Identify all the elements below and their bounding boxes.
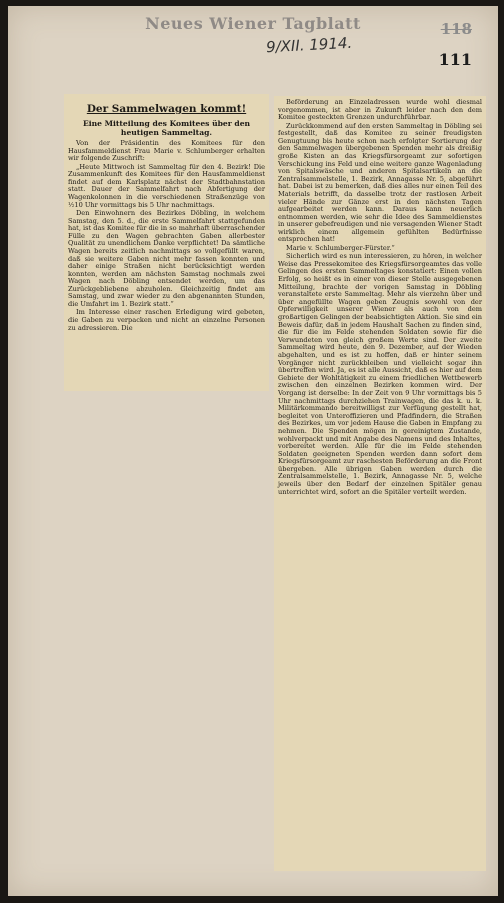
paragraph: „Heute Mittwoch ist Sammeltag für den 4. Bezirk! Die Zusammenkunft des Komitees für den Hausfammeldienst findet auf dem Karlsplatz nächst der Stadtbahnstation statt. Dauer der Sammelfahrt nach Abfertigung der Wagenkolonnen in die verschiedenen Straßenzüge von ½10 Uhr vormittags bis 5 Uhr nachmittags. xyxy=(68,162,265,209)
handwritten-date: 9/XII. 1914. xyxy=(265,33,353,57)
paragraph: Beförderung an Einzeladressen wurde wohl diesmal vorgenommen, ist aber in Zukunft leider nach den dem Komitee gesteckten Grenzen undurchführbar. xyxy=(278,98,482,122)
paragraph: Den Einwohnern des Bezirkes Döbling, in welchem Samstag, den 5. d., die erste Sammelfahrt stattgefunden hat, ist das Komitee für die in so mahrhaft überraschender Fülle zu den Wagen gebrachten Gaben allerbester Qualität zu unendlichem Danke verpflichtet! Da sämtliche Wagen bereits zeitlich nachmittags so vollgefüllt waren, daß sie weitere Gaben nicht mehr fassen konnten und daher einige Straßen nicht berücksichtigt werden konnten, werden am nächsten Samstag nochmals zwei Wagen nach Döbling entsendet werden, um das Zurückgebliebene abzuholen. Gleichzeitig findet am Samstag, und zwar wieder zu den abgenannten Stunden, die Umfahrt im 1. Bezirk statt.“ xyxy=(68,208,265,309)
paragraph: Im Interesse einer raschen Erledigung wird gebeten, die Gaben zu verpacken und nicht an einzelne Personen zu adressieren. Die xyxy=(68,308,265,332)
signature-line: Marie v. Schlumberger-Fürster.“ xyxy=(286,243,395,252)
archive-page xyxy=(8,6,498,896)
newspaper-masthead: Neues Wiener Tagblatt xyxy=(145,14,361,33)
paragraph: Von der Präsidentin des Komitees für den Hausfammeldienst Frau Marie v. Schlumberger erhalten wir folgende Zuschrift: xyxy=(68,139,265,163)
article-headline: Der Sammelwagen kommt! xyxy=(86,103,247,115)
page-number-old: 118 xyxy=(440,20,472,38)
paragraph: Sicherlich wird es nun interessieren, zu hören, in welcher Weise das Pressekomitee des Kriegsfürsorgeamtes das volle Gelingen des ersten Sammeltages konstatiert: Einen vollen Erfolg, so heißt es in einer von dieser Stelle ausgegebenen Mitteilung, brachte der vorigen Samstag in Döbling veranstaltete erste Sammeltag. Mehr als vierzehn über und über angefüllte Wagen geben Zeugnis sowohl von der Opferwilligkeit unserer Wiener als auch von dem großartigen Gelingen der beabsichtigten Aktion. Sie sind ein Beweis dafür, daß in jedem Haushalt Sachen zu finden sind, die für die im Felde stehenden Soldaten sowie für die Verwundeten von gleich großem Werte sind. Der zweite Sammeltag wird heute, den 9. Dezember, auf der Wieden abgehalten, und es ist zu hoffen, daß er hinter seinem Vorgänger nicht zurückbleiben und vielleicht sogar ihn übertreffen wird. Ja, es ist alle Aussicht, daß es hier auf dem Gebiete der Wohltätigkeit zu einem friedlichen Wettbewerb zwischen den einzelnen Bezirken kommen wird. Der Vorgang ist derselbe: In der Zeit von 9 Uhr vormittags bis 5 Uhr nachmittags durchziehen Trainwagen, die das k. u. k. Militärkommando bereitwilligst zur Verfügung gestellt hat, begleitet von Unteroffizieren und Pfadfindern, die Straßen des Bezirkes, um vor jedem Hause die Gaben in Empfang zu nehmen. Die Spenden mögen in gereinigtem Zustande, wohlverpackt und mit Angabe des Namens und des Inhaltes, vorbereitet werden. Alle für die im Felde stehenden Soldaten geeigneten Spenden werden dann sofort dem Kriegsfürsorgeamt zur raschesten Beförderung an die Front übergeben. Alle übrigen Gaben werden durch die Zentralsammelstelle, 1. Bezirk, Annagasse Nr. 5, welche jeweils über den Bedarf der einzelnen Spitäler genau unterrichtet wird, sofort an die Spitäler verteilt werden. xyxy=(278,252,482,496)
article-subheadline: Eine Mitteilung des Komitees über den heutigen Sammeltag. xyxy=(82,119,251,137)
paragraph: Zurückkommend auf den ersten Sammeltag in Döbling sei festgestellt, daß das Komitee zu seiner freudigsten Genugtuung bis heute schon nach erfolgter Sortierung der den Sammelwagen übergebenen Spenden mehr als dreißig große Kisten an das Kriegsfürsorgeamt zur sofortigen Verschickung ins Feld und eine weitere ganze Wagenladung von Spitalswäsche und anderen Spitalsartikeln an die Zentralsammelstelle, 1. Bezirk, Annagasse Nr. 5, abgeführt hat. Dabei ist zu bemerken, daß dies alles nur einen Teil des Materials betrifft, da dasselbe trotz der rastlosen Arbeit vieler Hände zur Gänze erst in den nächsten Tagen aufgearbeitet werden kann. Daraus kann neuerlich entnommen werden, wie sehr die Idee des Sammeldienstes in unserer gebefreudigen und nie versagenden Wiener Stadt wirklich einem allgemein gefühlten Bedürfnisse entsprochen hat! xyxy=(278,121,482,244)
clipping-column-1 xyxy=(64,94,269,391)
page-number-new: 111 xyxy=(438,50,472,69)
clipping-column-2 xyxy=(274,96,486,871)
